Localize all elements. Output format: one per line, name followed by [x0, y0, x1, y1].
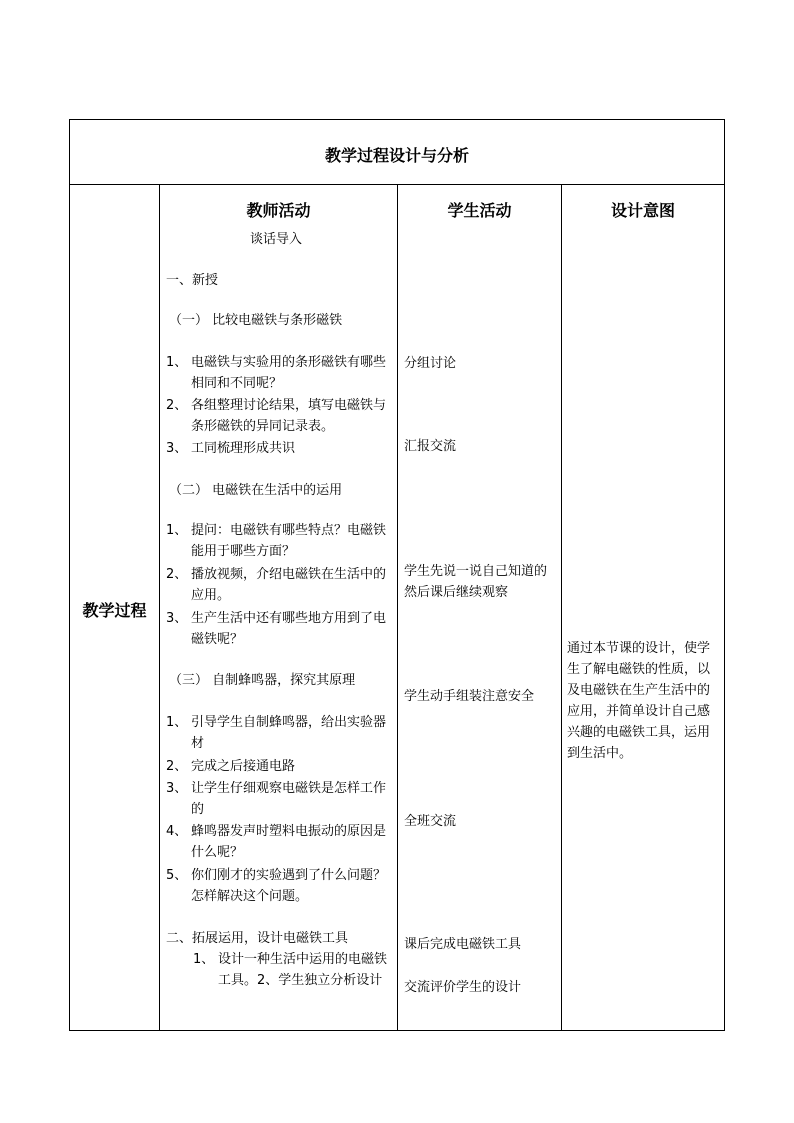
item-number: 2、	[166, 567, 188, 582]
student-activity: 分组讨论	[404, 356, 457, 371]
item-text: 让学生仔细观察电磁铁是怎样工作的	[191, 781, 387, 817]
table-title: 教学过程设计与分析	[324, 146, 469, 165]
student-column-header: 学生活动	[447, 201, 512, 220]
item-text: 蜂鸣器发声时塑料电振动的原因是什么呢？	[191, 824, 387, 860]
student-activity: 汇报交流	[404, 439, 457, 454]
teacher-column-header: 教师活动	[246, 201, 311, 220]
student-activity: 课后完成电磁铁工具	[404, 937, 522, 952]
item-text: 提问：电磁铁有哪些特点？电磁铁能用于哪些方面？	[191, 523, 387, 559]
item-text: 工同梳理形成共识	[191, 441, 296, 456]
item-number: 3、	[166, 441, 188, 456]
column-divider	[561, 185, 562, 1030]
item-number: 5、	[166, 868, 188, 883]
subsection-heading: （一） 比较电磁铁与条形磁铁	[169, 313, 343, 328]
item-number: 1、	[166, 355, 188, 370]
student-activity: 学生动手组装注意安全	[404, 689, 535, 704]
item-text: 完成之后接通电路	[191, 759, 296, 774]
item-text: 电磁铁与实验用的条形磁铁有哪些相同和不同呢？	[191, 355, 387, 391]
item-number: 1、	[166, 715, 188, 730]
subsection-heading: （三） 自制蜂鸣器，探究其原理	[169, 673, 356, 688]
item-text: 生产生活中还有哪些地方用到了电磁铁呢？	[191, 611, 387, 647]
intro-text: 谈话导入	[250, 232, 303, 247]
section-heading: 一、新授	[166, 273, 219, 288]
column-divider	[159, 185, 160, 1030]
item-number: 3、	[166, 611, 188, 626]
item-number: 4、	[166, 824, 188, 839]
section-heading: 二、拓展运用，设计电磁铁工具	[166, 931, 349, 946]
item-text: 引导学生自制蜂鸣器，给出实验器材	[191, 715, 387, 751]
design-intent-text: 通过本节课的设计，使学生了解电磁铁的性质，以及电磁铁在生产生活中的应用，并简单设计自己感兴趣的电磁铁工具，运用到生活中。	[567, 641, 711, 761]
item-number: 1、	[193, 952, 215, 967]
column-divider	[397, 185, 398, 1030]
item-text: 各组整理讨论结果，填写电磁铁与条形磁铁的异同记录表。	[191, 398, 387, 434]
item-number: 3、	[166, 781, 188, 796]
subsection-heading: （二） 电磁铁在生活中的运用	[169, 483, 343, 498]
item-number: 2、	[166, 398, 188, 413]
item-text: 设计一种生活中运用的电磁铁工具。2、学生独立分析设计	[218, 952, 388, 988]
student-activity: 交流评价学生的设计	[404, 980, 522, 995]
side-heading: 教学过程	[82, 601, 147, 620]
title-row	[70, 120, 724, 185]
student-activity: 学生先说一说自己知道的然后课后继续观察	[404, 564, 548, 600]
student-activity: 全班交流	[404, 814, 457, 829]
lesson-table	[69, 119, 725, 1031]
design-column-header: 设计意图	[610, 201, 675, 220]
item-text: 你们刚才的实验遇到了什么问题？怎样解决这个问题。	[191, 868, 387, 904]
item-number: 1、	[166, 523, 188, 538]
item-number: 2、	[166, 759, 188, 774]
item-text: 播放视频，介绍电磁铁在生活中的应用。	[191, 567, 387, 603]
